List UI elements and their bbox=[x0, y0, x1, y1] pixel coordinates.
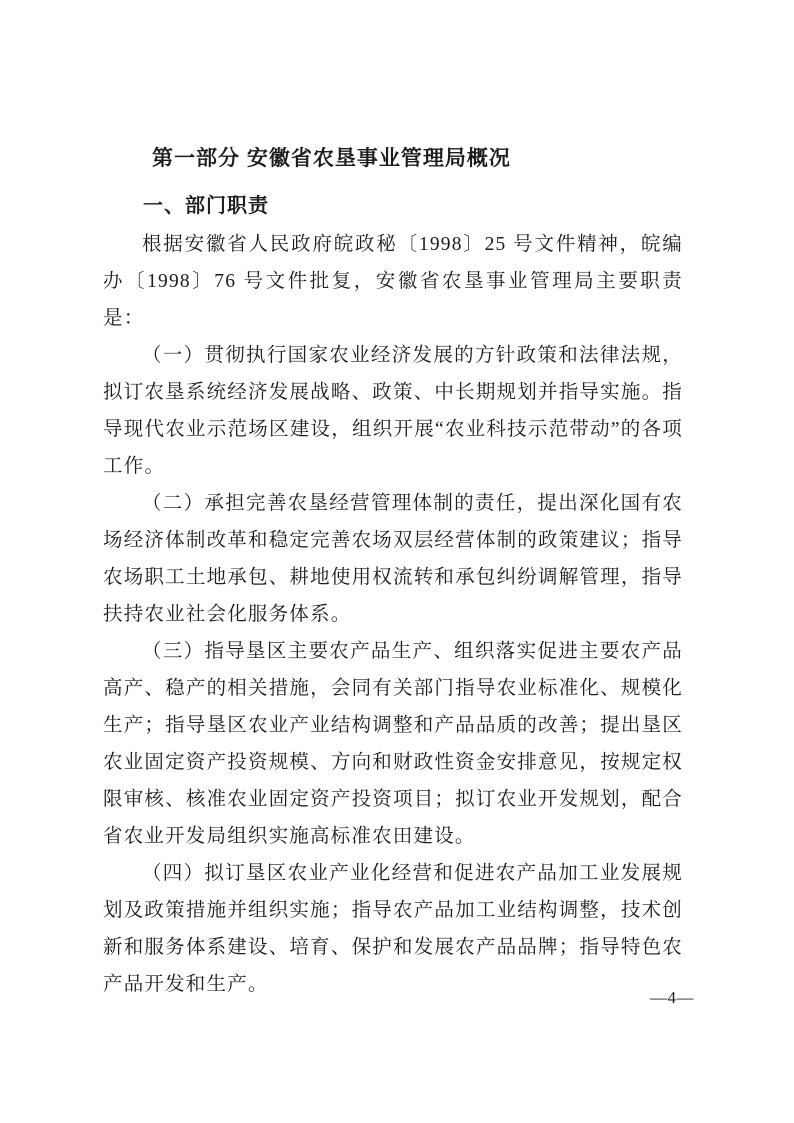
paragraph-item-4: （四）拟订垦区农业产业化经营和促进农产品加工业发展规划及政策措施并组织实施；指导农产品加工业结构调整，技术创新和服务体系建设、培育、保护和发展农产品品牌；指导特色农产品开发和生产。 bbox=[103, 863, 683, 995]
paragraph-item-2: （二）承担完善农垦经营管理体制的责任，提出深化国有农场经济体制改革和稳定完善农场双层经营体制的政策建议；指导农场职工土地承包、耕地使用权流转和承包纠纷调解管理，指导扶持农业社会化服务体系。 bbox=[103, 493, 683, 625]
section-title: 一、部门职责 bbox=[143, 195, 269, 217]
document-body bbox=[103, 140, 683, 1003]
paragraph-item-3: （三）指导垦区主要农产品生产、组织落实促进主要农产品高产、稳产的相关措施，会同有关部门指导农业标准化、规模化生产；指导垦区农业产业结构调整和产品品质的改善；提出垦区农业固定资产投资规模、方向和财政性资金安排意见，按规定权限审核、核准农业固定资产投资项目；拟订农业开发规划，配合省农业开发局组织实施高标准农田建设。 bbox=[103, 641, 683, 847]
paragraph-item-1: （一）贯彻执行国家农业经济发展的方针政策和法律法规，拟订农垦系统经济发展战略、政策、中长期规划并指导实施。指导现代农业示范场区建设，组织开展“农业科技示范带动”的各项工作。 bbox=[103, 345, 683, 477]
paragraph-intro: 根据安徽省人民政府皖政秘〔1998〕25 号文件精神，皖编办〔1998〕76 号文件批复，安徽省农垦事业管理局主要职责是： bbox=[103, 234, 683, 329]
page-number: —4— bbox=[650, 988, 694, 1007]
part-title: 第一部分 安徽省农垦事业管理局概况 bbox=[152, 147, 511, 170]
